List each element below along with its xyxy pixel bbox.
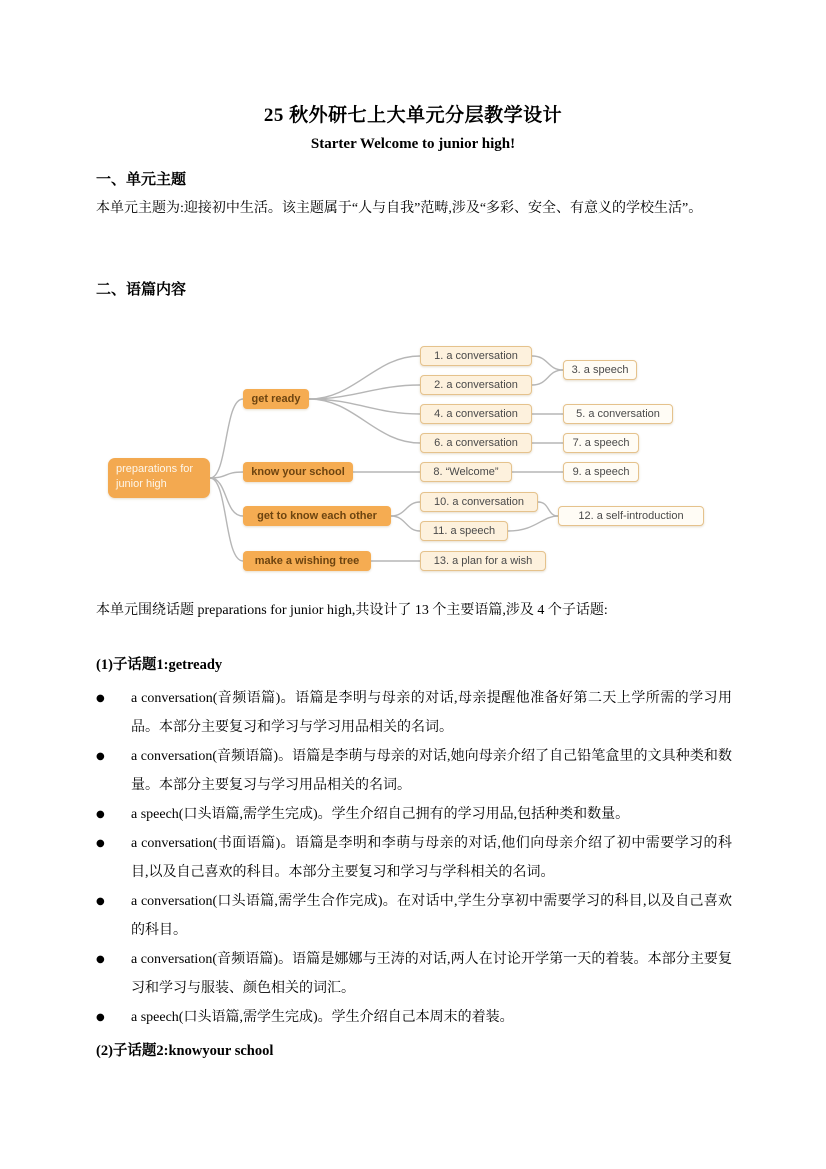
discourse-bullet-list [96,684,732,1032]
mindmap-node-3: 3. a speech [563,360,637,380]
list-item [96,742,732,800]
subtopic-heading-1: (1)子话题1:getready [96,657,223,673]
bullet-text: a conversation(音频语篇)。语篇是李萌与母亲的对话,她向母亲介绍了自己铅笔盒里的文具种类和数量。本部分主要复习与学习用品相关的名词。 [131,749,732,793]
list-item [96,800,732,829]
subtopic-heading-2: (2)子话题2:knowyour school [96,1043,274,1059]
bullet-icon: ● [96,838,105,849]
page-subtitle: Starter Welcome to junior high! [310,136,516,152]
mindmap-root-node: preparations for junior high [108,458,210,498]
mindmap-branch-make-a-wishing-tree: make a wishing tree [243,551,371,571]
mindmap-node-11: 11. a speech [420,521,508,541]
bullet-icon: ● [96,809,105,820]
page-title: 25 秋外研七上大单元分层教学设计 [263,105,563,126]
bullet-text: a conversation(音频语篇)。语篇是娜娜与王涛的对话,两人在讨论开学第一天的着装。本部分主要复习和学习与服装、颜色相关的词汇。 [131,952,732,996]
mindmap-node-5: 5. a conversation [563,404,673,424]
bullet-icon: ● [96,896,105,907]
mindmap-branch-know-your-school: know your school [243,462,353,482]
bullet-icon: ● [96,693,105,704]
list-item [96,684,732,742]
mindmap-diagram [0,340,826,585]
mindmap-node-9: 9. a speech [563,462,639,482]
bullet-text: a conversation(音频语篇)。语篇是李明与母亲的对话,母亲提醒他准备好第二天上学所需的学习用品。本部分主要复习和学习与学习用品相关的名词。 [131,691,732,735]
section-heading-unit-theme: 一、单元主题 [96,172,187,188]
bullet-text: a speech(口头语篇,需学生完成)。学生介绍自己拥有的学习用品,包括种类和数量。 [131,807,630,822]
mindmap-node-6: 6. a conversation [420,433,532,453]
list-item [96,1003,732,1032]
mindmap-node-10: 10. a conversation [420,492,538,512]
bullet-icon: ● [96,954,105,965]
list-item [96,887,732,945]
mindmap-node-12: 12. a self-introduction [558,506,704,526]
mindmap-node-13: 13. a plan for a wish [420,551,546,571]
mindmap-branch-get-ready: get ready [243,389,309,409]
bullet-text: a conversation(口头语篇,需学生合作完成)。在对话中,学生分享初中需要学习的科目,以及自己喜欢的科目。 [131,894,732,938]
bullet-text: a conversation(书面语篇)。语篇是李明和李萌与母亲的对话,他们向母亲介绍了初中需要学习的科目,以及自己喜欢的科目。本部分主要复习和学习与学科相关的名词。 [131,836,732,880]
unit-theme-paragraph: 本单元主题为:迎接初中生活。该主题属于“人与自我”范畴,涉及“多彩、安全、有意义的学校生活”。 [96,201,703,216]
mindmap-node-7: 7. a speech [563,433,639,453]
mindmap-node-4: 4. a conversation [420,404,532,424]
mindmap-node-8: 8. “Welcome” [420,462,512,482]
mindmap-node-1: 1. a conversation [420,346,532,366]
list-item [96,945,732,1003]
list-item [96,829,732,887]
mindmap-branch-get-to-know-each-other: get to know each other [243,506,391,526]
bullet-icon: ● [96,1012,105,1023]
bullet-icon: ● [96,751,105,762]
mindmap-node-2: 2. a conversation [420,375,532,395]
section-heading-discourse-content: 二、语篇内容 [96,282,187,298]
bullet-text: a speech(口头语篇,需学生完成)。学生介绍自己本周末的着装。 [131,1010,514,1025]
unit-summary-paragraph: 本单元围绕话题 preparations for junior high,共设计了 13 个主要语篇,涉及 4 个子话题: [96,603,608,618]
